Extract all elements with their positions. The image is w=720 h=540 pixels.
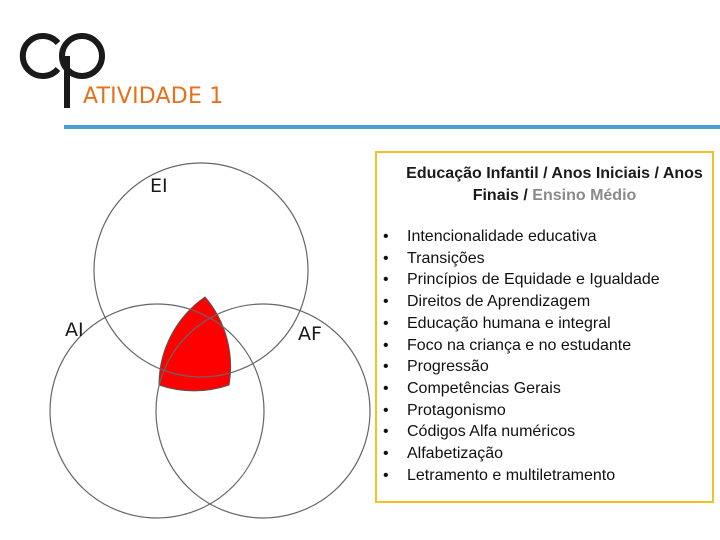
bullet-icon: • [383, 445, 389, 463]
list-item: • Protagonismo [383, 400, 660, 422]
bullet-icon: • [383, 336, 389, 354]
list-item: • Foco na criança e no estudante [383, 335, 660, 357]
bullet-icon: • [383, 379, 389, 397]
venn-diagram [0, 150, 380, 540]
list-item: • Progressão [383, 356, 660, 378]
title-divider [64, 125, 720, 129]
bullet-icon: • [383, 271, 389, 289]
bullet-icon: • [383, 401, 389, 419]
bullet-icon: • [383, 249, 389, 267]
bullet-icon: • [383, 423, 389, 441]
bullet-icon: • [383, 314, 389, 332]
bullet-icon: • [383, 293, 389, 311]
list-item: • Direitos de Aprendizagem [383, 291, 660, 313]
venn-label-af: AF [298, 323, 322, 345]
topic-list [383, 226, 660, 486]
list-item: • Alfabetização [383, 443, 660, 465]
bullet-icon: • [383, 466, 389, 484]
list-item: • Letramento e multiletramento [383, 465, 660, 487]
list-item: • Códigos Alfa numéricos [383, 421, 660, 443]
page-title: ATIVIDADE 1 [83, 84, 224, 109]
panel-heading [377, 163, 712, 207]
list-item: • Princípios de Equidade e Igualdade [383, 269, 660, 291]
bullet-icon: • [383, 228, 389, 245]
venn-label-ei: EI [150, 175, 168, 197]
venn-label-ai: AI [65, 319, 84, 341]
list-item: • Competências Gerais [383, 378, 660, 400]
bullet-icon: • [383, 358, 389, 376]
list-item: • Intencionalidade educativa [383, 226, 660, 248]
list-item: • Transições [383, 248, 660, 270]
panel-heading-main: Educação Infantil / Anos Iniciais / Anos Finais / [406, 165, 703, 204]
panel-heading-tail: Ensino Médio [532, 187, 637, 204]
list-item: • Educação humana e integral [383, 313, 660, 335]
info-panel [375, 151, 714, 503]
